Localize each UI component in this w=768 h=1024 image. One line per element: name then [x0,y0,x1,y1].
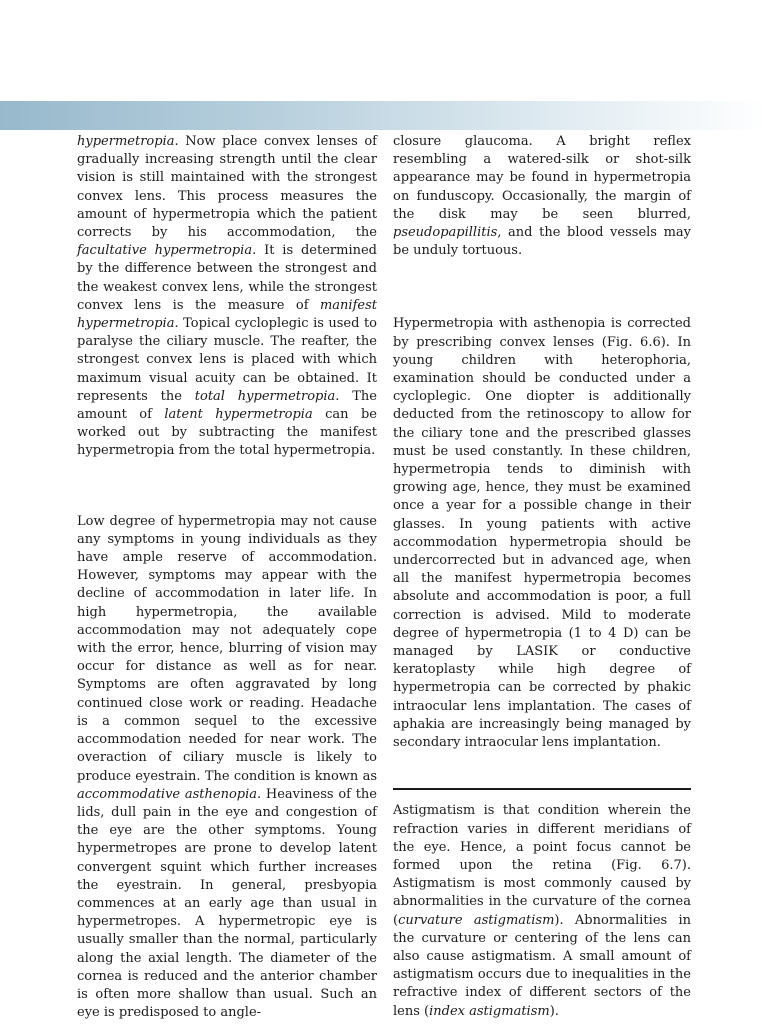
text-run: ). Abnormalities in the curvature or centering of the lens can also cause astigmatism. A small amount of astigmatism occurs due to inequalities in the refractive index of different sectors of the lens ( [393,912,691,1019]
section-divider-rule [393,788,691,790]
text-run: . Topical cycloplegic is used to paralyse the ciliary muscle. The reafter, the strongest convex lens is placed with which maximum visual acuity can be obtained. It represents the [77,316,377,404]
italic-term: facultative hypermetropia [77,243,253,259]
paragraph-hypermetropia-symptoms [77,513,377,1023]
italic-term: pseudopapillitis [393,225,498,241]
chapter-header-band [0,101,768,130]
right-column [393,133,691,1021]
text-run: closure glaucoma. A bright reflex resembling a watered-silk or shot-silk appearance may be found in hypermetropia on funduscopy. Occasionally, the margin of the disk may be seen blurred, [393,134,691,222]
paragraph-hypermetropia-treatment [393,315,691,752]
text-run: . Heaviness of the lids, dull pain in the eye and congestion of the eye are the other symptoms. Young hypermetropes are prone to develop latent convergent squint which further increases the eyestrain. In general, presbyopia commences at an early age than usual in hypermetropes. A hypermetropic eye is usually smaller than the normal, particularly along the axial length. The diameter of the cornea is reduced and the anterior chamber is often more shallow than usual. Such an eye is predisposed to angle- [77,786,377,1021]
text-run: . Now place convex lenses of gradually increasing strength until the clear vision is still maintained with the strongest convex lens. This process measures the amount of hypermetropia which the patient corrects by his accommodation, the [77,134,377,241]
italic-term: total hypermetropia [194,388,336,404]
italic-term: latent hypermetropia [164,407,313,423]
section-gap [393,260,691,315]
text-run: . The amount of [77,388,377,423]
text-run: . It is determined by the difference between the strongest and the weakest convex lens, while the strongest convex lens is the measure of [77,243,377,313]
italic-term: manifest hypermetropia [77,297,377,332]
text-run: can be worked out by subtracting the manifest hypermetropia from the total hypermetropia. [77,407,378,459]
text-run: Hypermetropia with asthenopia is corrected by prescribing convex lenses (Fig. 6.6). In young children with heterophoria, examination should be conducted under a cycloplegic. One diopter is additionally deducted from the retinoscopy to allow for the ciliary tone and the prescribed glasses must be used constantly. In these children, hypermetropia tends to diminish with growing age, hence, they must be examined once a year for a possible change in their glasses. In young patients with active accommodation hypermetropia should be undercorrected but in advanced age, when all the manifest hypermetropia becomes absolute and accommodation is poor, a full correction is advised. Mild to moderate degree of hypermetropia (1 to 4 D) can be managed by LASIK or conductive keratoplasty while high degree of hypermetropia can be corrected by phakic intraocular lens implantation. The cases of aphakia are increasingly being managed by secondary intraocular lens implantation. [393,316,691,751]
section-gap [393,752,691,788]
paragraph-funduscopy-findings [393,133,691,260]
text-run: ). [549,1003,559,1019]
text-run: Astigmatism is that condition wherein the refraction varies in different meridians of the eye. Hence, a point focus cannot be formed upon the retina (Fig. 6.7). Astigmatism is most commonly caused by abnormalities in the curvature of the cornea ( [393,803,691,928]
text-run: , and the blood vessels may be unduly tortuous. [393,225,691,259]
italic-term: curvature astigmatism [398,912,555,928]
italic-term: accommodative asthenopia [77,786,257,802]
italic-term: hypermetropia [77,134,175,149]
italic-term: index astigmatism [429,1003,550,1019]
section-gap [77,461,377,513]
paragraph-astigmatism-definition [393,802,691,1020]
text-run: Low degree of hypermetropia may not cause any symptoms in young individuals as they have ample reserve of accommodation. However, symptoms may appear with the decline of accommodation in later life. In high hypermetropia, the available accommodation may not adequately cope with the error, hence, blurring of vision may occur for distance as well as for near. Symptoms are often aggravated by long continued close work or reading. Headache is a common sequel to the excessive accommodation needed for near work. The overaction of ciliary muscle is likely to produce eyestrain. The condition is known as [77,513,377,784]
paragraph-hypermetropia-measurement [77,133,377,461]
left-column [77,133,377,1022]
